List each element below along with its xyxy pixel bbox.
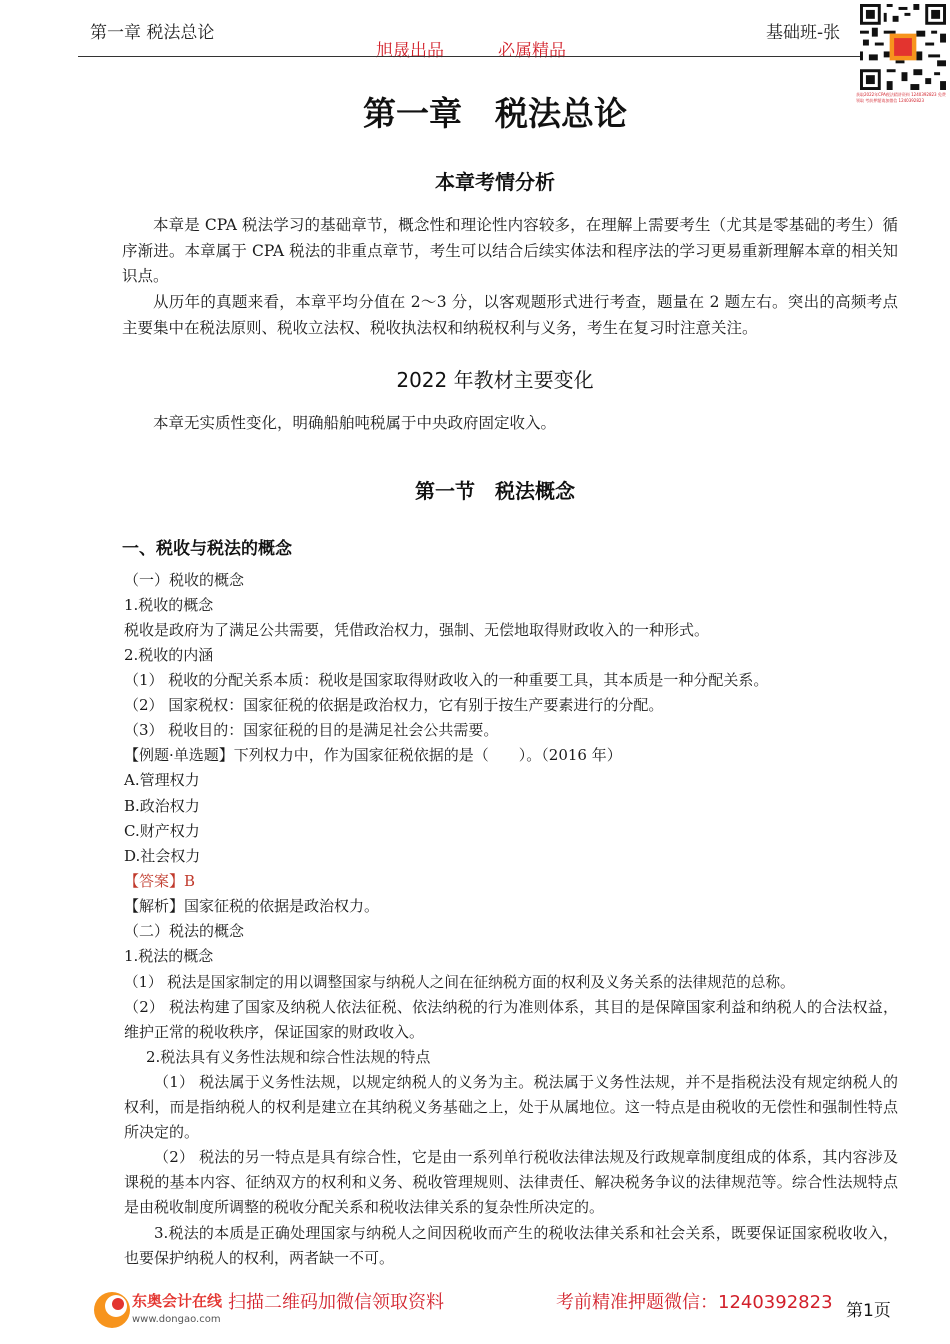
footer-scan-text: 扫描二维码加微信领取资料: [228, 1292, 444, 1313]
list-item: （一）税收的概念: [124, 571, 245, 589]
header-chapter: 第一章 税法总论: [90, 23, 215, 43]
list-item: （1） 税收的分配关系本质：税收是国家取得财政收入的一种重要工具，其本质是一种分配关系。: [124, 671, 769, 689]
changes-paragraph: 本章无实质性变化，明确船舶吨税属于中央政府固定收入。: [153, 414, 557, 432]
list-item: 税收是政府为了满足公共需要，凭借政治权力，强制、无偿地取得财政收入的一种形式。: [124, 621, 710, 639]
list-item: （二）税法的概念: [124, 922, 245, 940]
tax-law-paragraph-2: （2） 税法构建了国家及纳税人依法征税、依法纳税的行为准则体系，其目的是保障国家利益和纳税人的合法权益，维护正常的税收秩序，保证国家的财政收入。: [124, 998, 898, 1041]
option-a: A.管理权力: [124, 771, 200, 789]
example-question: 【例题·单选题】下列权力中，作为国家征税依据的是（ ）。（2016 年）: [124, 746, 622, 764]
obligation-paragraph-1: （1） 税法属于义务性法规，以规定纳税人的义务为主。税法属于义务性法规，并不是指税法没有规定纳税人的权利，而是指纳税人的权利是建立在其纳税义务基础之上，处于从属地位。这一特点是由税收的无偿性和强制性特点所决定的。: [124, 1073, 898, 1141]
dongao-logo[interactable]: [92, 1284, 240, 1336]
qr-note: 获取2022年CPA税法精讲资料 1240392823 免费领取 考前押题请加微信 1240392823: [856, 92, 946, 103]
list-item: 2.税收的内涵: [124, 646, 214, 664]
logo-text: 东奥会计在线: [132, 1292, 223, 1310]
essence-paragraph: 3.税法的本质是正确处理国家与纳税人之间因税收而产生的税收法律关系和社会关系，既要保证国家税收收入，也要保护纳税人的权利，两者缺一不可。: [124, 1224, 898, 1267]
list-item: 1.税收的概念: [124, 596, 214, 614]
option-c: C.财产权力: [124, 822, 200, 840]
list-item: 1.税法的概念: [124, 947, 214, 965]
option-b: B.政治权力: [124, 797, 200, 815]
changes-heading: 2022 年教材主要变化: [396, 368, 594, 392]
qr-code-icon[interactable]: [860, 4, 946, 90]
page-number: 第1页: [846, 1301, 891, 1321]
list-item: （1） 税法是国家制定的用以调整国家与纳税人之间在征纳税方面的权利及义务关系的法律规范的总称。: [124, 974, 795, 991]
header-divider: [78, 56, 860, 57]
list-item: （3） 税收目的：国家征税的目的是满足社会公共需要。: [124, 721, 499, 739]
page-title: 第一章 税法总论: [363, 94, 627, 133]
option-d: D.社会权力: [124, 847, 201, 865]
analysis-paragraph-1: 本章是 CPA 税法学习的基础章节，概念性和理论性内容较多，在理解上需要考生（尤其是零基础的考生）循序渐进。本章属于 CPA 税法的非重点章节，考生可以结合后续实体法和程序法的学习更易重新理解本章的相关知识点。: [122, 216, 898, 285]
header-promo-left: 旭晟出品: [376, 41, 444, 61]
logo-url: www.dongao.com: [132, 1314, 221, 1325]
footer-wechat-text: 考前精准押题微信：1240392823: [556, 1292, 833, 1313]
analysis-paragraph-2: 从历年的真题来看，本章平均分值在 2～3 分，以客观题形式进行考查，题量在 2 题左右。突出的高频考点主要集中在税法原则、税收立法权、税收执法权和纳税权利与义务，考生在复习时注意关注。: [122, 293, 898, 337]
point-heading: 2.税法具有义务性法规和综合性法规的特点: [146, 1048, 431, 1066]
header-course: 基础班-张: [766, 23, 841, 43]
header-promo-right: 必属精品: [498, 41, 566, 61]
answer-tag: 【答案】: [124, 872, 185, 890]
analysis-line: 【解析】国家征税的依据是政治权力。: [124, 897, 380, 915]
answer-value: B: [184, 872, 196, 890]
list-item: （2） 国家税权：国家征税的依据是政治权力，它有别于按生产要素进行的分配。: [124, 696, 664, 714]
obligation-paragraph-2: （2） 税法的另一特点是具有综合性，它是由一系列单行税收法律法规及行政规章制度组成的体系，其内容涉及课税的基本内容、征纳双方的权利和义务、税收管理规则、法律责任、解决税务争议的法律规范等。综合性法规特点是由税收制度所调整的税收分配关系和税收法律关系的复杂性所决定的。: [124, 1148, 898, 1216]
subsection-heading: 一、税收与税法的概念: [122, 539, 292, 559]
analysis-heading: 本章考情分析: [435, 170, 555, 194]
logo-mark-icon: [92, 1286, 132, 1332]
answer-line: [124, 869, 898, 894]
section-heading: 第一节 税法概念: [415, 479, 575, 503]
